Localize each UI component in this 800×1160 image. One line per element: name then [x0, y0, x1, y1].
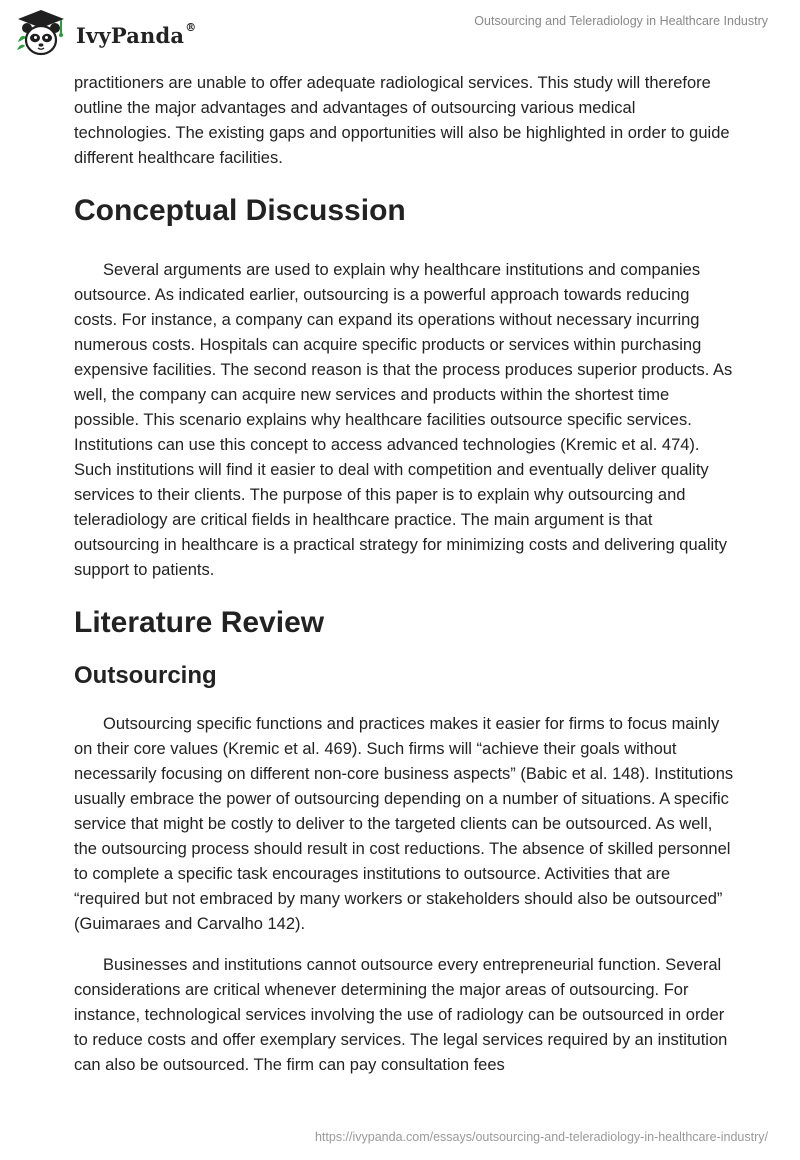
- registered-mark: ®: [185, 20, 197, 34]
- essay-content: [74, 71, 734, 1078]
- source-url-link[interactable]: https://ivypanda.com/essays/outsourcing-and-teleradiology-in-healthcare-industry/: [314, 1130, 768, 1144]
- intro-paragraph: practitioners are unable to offer adequate radiological services. This study will therefore outline the major advantages and advantages of outsourcing various medical technologies. The existing gaps and opportunities will also be highlighted in order to guide different healthcare facilities.: [74, 74, 730, 167]
- outsourcing-paragraph-2: Businesses and institutions cannot outsource every entrepreneurial function. Several considerations are critical whenever determining the major areas of outsourcing. For instance, technological services involving the use of radiology can be outsourced in order to reduce costs and offer exemplary services. The legal services required by an institution can also be outsourced. The firm can pay consultation fees: [74, 956, 728, 1074]
- page-header: [0, 0, 800, 70]
- heading-conceptual-discussion: Conceptual Discussion: [74, 194, 406, 227]
- document-title: Outsourcing and Teleradiology in Healthcare Industry: [474, 14, 768, 28]
- site-logo[interactable]: [14, 8, 196, 60]
- logo-text: IvyPanda: [76, 22, 185, 48]
- panda-logo-icon: [14, 8, 68, 60]
- outsourcing-paragraph-1: Outsourcing specific functions and practices makes it easier for firms to focus mainly on their core values (Kremic et al. 469). Such firms will “achieve their goals without necessarily focusing on different non-core business aspects” (Babic et al. 148). Institutions usually embrace the power of outsourcing depending on a number of situations. A specific service that might be costly to deliver to the targeted clients can be outsourced. As well, the outsourcing process should result in cost reductions. The absence of skilled personnel to complete a specific task encourages institutions to outsource. Activities that are “required but not embraced by many workers or stakeholders should also be outsourced” (Guimaraes and Carvalho 142).: [74, 715, 734, 933]
- heading-literature-review: Literature Review: [74, 606, 325, 639]
- conceptual-paragraph: Several arguments are used to explain why healthcare institutions and companies outsource. As indicated earlier, outsourcing is a powerful approach towards reducing costs. For instance, a company can expand its operations without necessary incurring numerous costs. Hospitals can acquire specific products or services within purchasing expensive facilities. The second reason is that the process produces superior products. As well, the company can acquire new services and products within the shortest time possible. This scenario explains why healthcare facilities outsource specific services. Institutions can use this concept to access advanced technologies (Kremic et al. 474). Such institutions will find it easier to deal with competition and eventually deliver quality services to their clients. The purpose of this paper is to explain why outsourcing and teleradiology are critical fields in healthcare practice. The main argument is that outsourcing in healthcare is a practical strategy for minimizing costs and delivering quality support to patients.: [74, 261, 733, 579]
- subheading-outsourcing: Outsourcing: [74, 662, 217, 689]
